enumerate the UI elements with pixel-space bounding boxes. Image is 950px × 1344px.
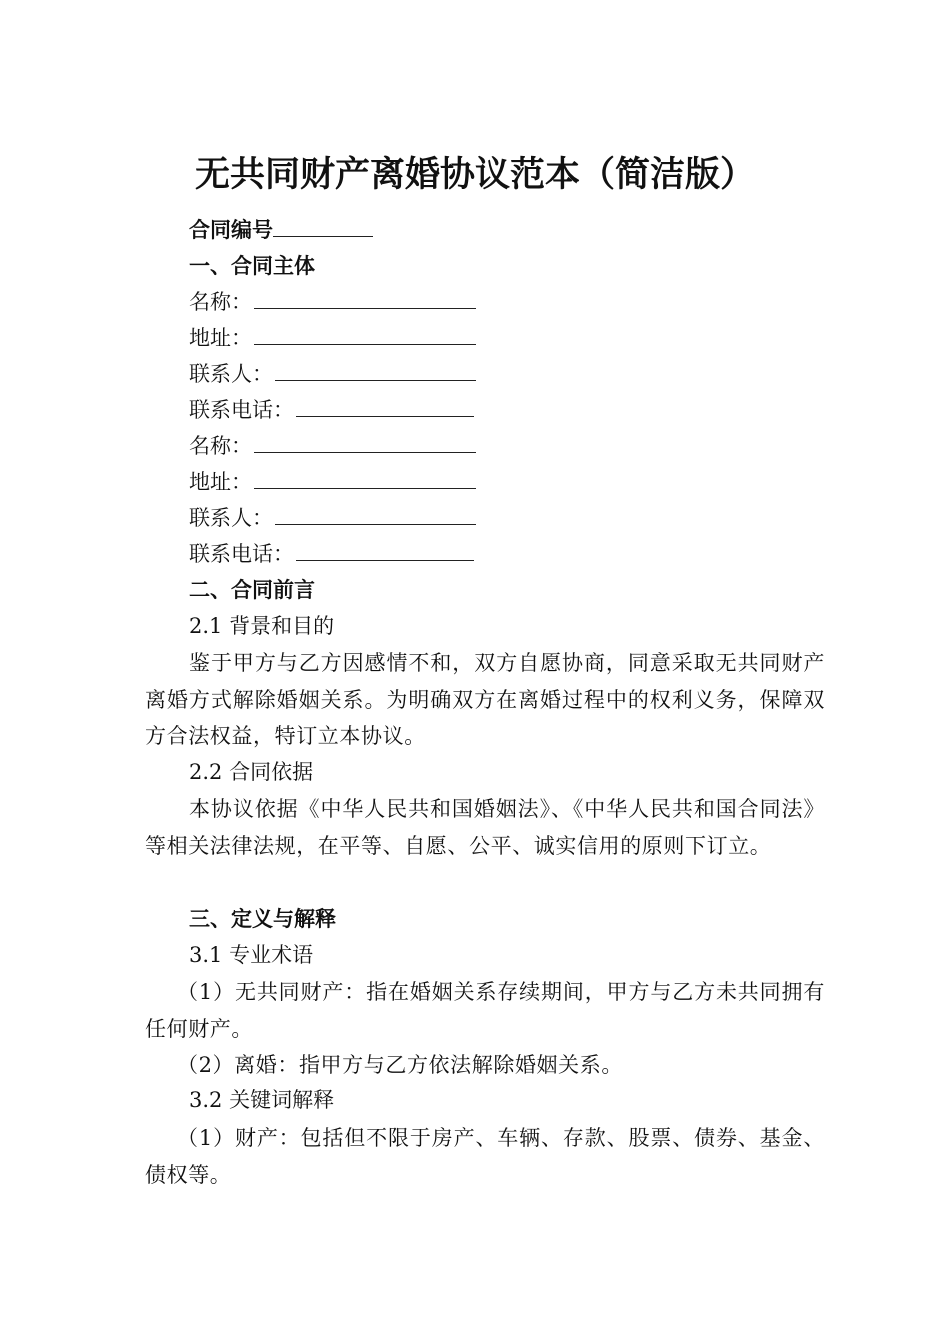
field-label: 名称：	[189, 290, 252, 314]
section3-heading: 三、定义与解释	[189, 907, 336, 931]
phone-blank[interactable]	[296, 396, 474, 417]
field-label: 名称：	[189, 434, 252, 458]
field-label: 联系电话：	[189, 542, 294, 566]
field-label: 地址：	[189, 470, 252, 494]
term-2-paragraph: （2）离婚：指甲方与乙方依法解除婚姻关系。	[177, 1053, 623, 1077]
name-blank[interactable]	[254, 432, 476, 453]
party-b-address-line	[189, 468, 476, 496]
field-label: 联系人：	[189, 362, 273, 386]
party-a-name-line	[189, 288, 476, 316]
contract-number-label: 合同编号	[189, 218, 273, 242]
address-blank[interactable]	[254, 324, 476, 345]
contact-blank[interactable]	[275, 504, 476, 525]
party-b-phone-line	[189, 540, 474, 568]
contact-blank[interactable]	[275, 360, 476, 381]
party-a-address-line	[189, 324, 476, 352]
section3-2-heading: 3.2 关键词解释	[189, 1088, 335, 1112]
name-blank[interactable]	[254, 288, 476, 309]
section3-1-heading: 3.1 专业术语	[189, 943, 314, 967]
field-label: 地址：	[189, 326, 252, 350]
address-blank[interactable]	[254, 468, 476, 489]
party-a-phone-line	[189, 396, 474, 424]
phone-blank[interactable]	[296, 540, 474, 561]
section2-2-heading: 2.2 合同依据	[189, 760, 314, 784]
field-label: 联系电话：	[189, 398, 294, 422]
party-a-contact-line	[189, 360, 476, 388]
section2-2-paragraph: 本协议依据《中华人民共和国婚姻法》、《中华人民共和国合同法》等相关法律法规，在平等、自愿、公平、诚实信用的原则下订立。	[145, 797, 825, 858]
document-title: 无共同财产离婚协议范本（简洁版）	[194, 155, 755, 195]
party-b-name-line	[189, 432, 476, 460]
section2-1-heading: 2.1 背景和目的	[189, 614, 335, 638]
contract-number-line	[189, 216, 373, 244]
section2-heading: 二、合同前言	[189, 578, 315, 602]
term-1-paragraph: （1）无共同财产：指在婚姻关系存续期间，甲方与乙方未共同拥有任何财产。	[145, 980, 825, 1041]
contract-number-blank[interactable]	[273, 216, 373, 237]
section1-heading: 一、合同主体	[189, 254, 315, 278]
party-b-contact-line	[189, 504, 476, 532]
section2-1-paragraph: 鉴于甲方与乙方因感情不和，双方自愿协商，同意采取无共同财产离婚方式解除婚姻关系。为明确双方在离婚过程中的权利义务，保障双方合法权益，特订立本协议。	[145, 651, 825, 748]
keyword-1-paragraph: （1）财产：包括但不限于房产、车辆、存款、股票、债券、基金、债权等。	[145, 1126, 825, 1187]
field-label: 联系人：	[189, 506, 273, 530]
